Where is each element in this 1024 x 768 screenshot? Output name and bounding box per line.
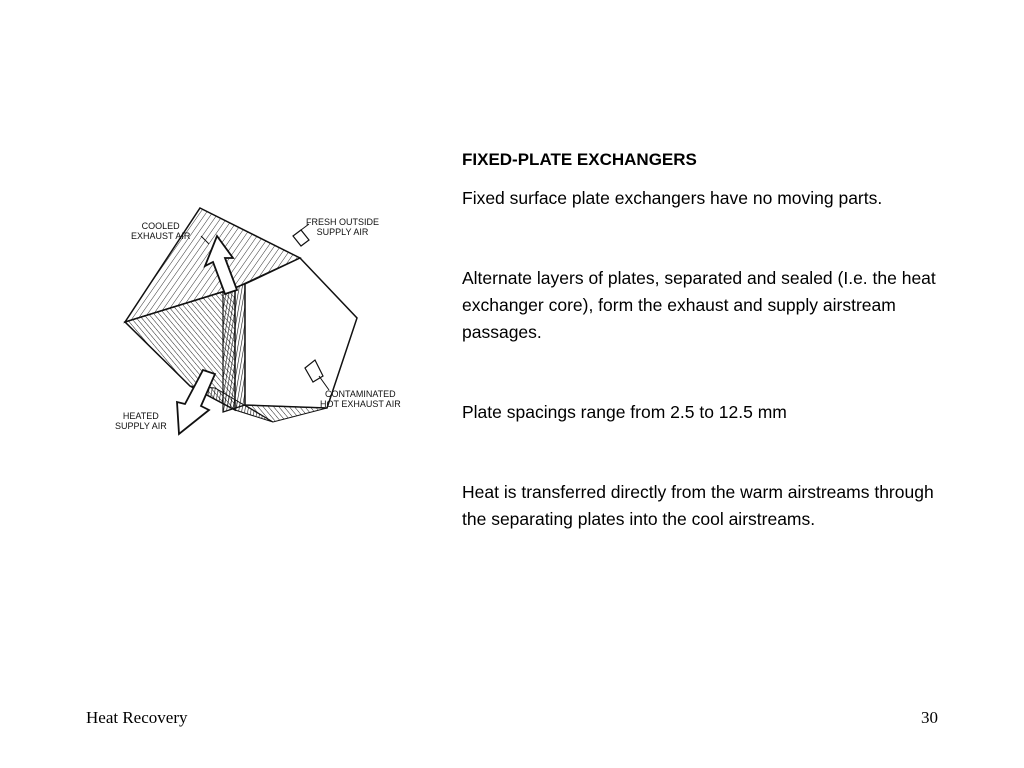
contaminated-exhaust-label: CONTAMINATED HOT EXHAUST AIR [320, 389, 401, 409]
paragraph-no-moving-parts: Fixed surface plate exchangers have no moving parts. [462, 188, 883, 208]
fixed-plate-exchanger-diagram [105, 200, 425, 450]
paragraph-heat-transfer: Heat is transferred directly from the warm airstreams through the separating plates into the cool airstreams. [462, 482, 934, 529]
paragraph-plate-spacings: Plate spacings range from 2.5 to 12.5 mm [462, 402, 787, 422]
paragraph-alternate-layers: Alternate layers of plates, separated and sealed (I.e. the heat exchanger core), form the exhaust and supply airstream passages. [462, 268, 936, 342]
fresh-supply-label: FRESH OUTSIDE SUPPLY AIR [306, 217, 380, 237]
section-heading: FIXED-PLATE EXCHANGERS [462, 150, 697, 169]
text-content [462, 146, 942, 533]
cooled-exhaust-label: COOLED EXHAUST AIR [131, 221, 191, 241]
page-number: 30 [921, 708, 938, 727]
heated-supply-label: HEATED SUPPLY AIR [115, 411, 167, 431]
footer-title: Heat Recovery [86, 708, 188, 727]
